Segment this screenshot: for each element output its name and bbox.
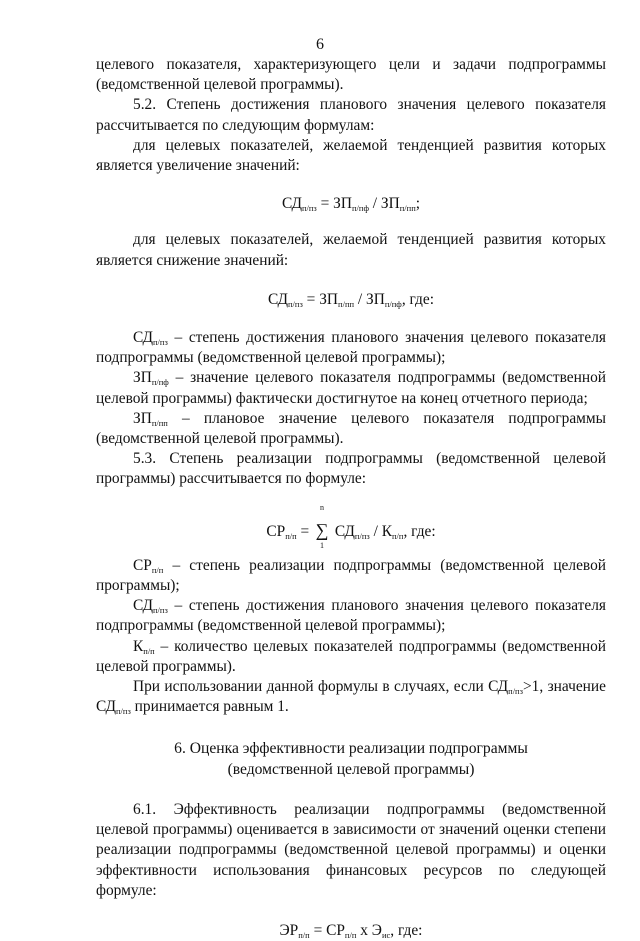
definition-sd-2 bbox=[96, 596, 606, 636]
paragraph-5-2: 5.2. Степень достижения планового значения целевого показателя рассчитывается по следующим формулам: bbox=[96, 96, 606, 134]
definition-subscript: п/пз bbox=[153, 337, 168, 348]
definition-term: К bbox=[133, 637, 144, 655]
paragraph-continuation: целевого показателя, характеризующего цели и задачи подпрограммы (ведомственной целевой программы). bbox=[96, 56, 606, 94]
section-heading-line-1: 6. Оценка эффективности реализации подпрограммы bbox=[174, 740, 528, 758]
definition-term: ЗП bbox=[133, 409, 152, 427]
definition-text: – степень достижения планового значения целевого показателя подпрограммы (ведомственной целевой программы); bbox=[96, 329, 606, 367]
formula-text: , где: bbox=[401, 290, 434, 308]
definition-text: – количество целевых показателей подпрограммы (ведомственной целевой программы). bbox=[96, 637, 606, 675]
paragraph-6-1: 6.1. Эффективность реализации подпрограммы (ведомственной целевой программы) оценивается в зависимости от значений оценки степени реализации подпрограммы (ведомственной целевой программы) и оценки эффективности использования финансовых ресурсов по следующей формуле: bbox=[96, 800, 606, 899]
paragraph-formula-usage bbox=[96, 677, 606, 717]
section-heading-line-2: (ведомственной целевой программы) bbox=[227, 760, 475, 778]
formula-increase bbox=[96, 194, 606, 214]
formula-subscript: п/п bbox=[344, 929, 357, 940]
sigma-symbol: ∑ bbox=[315, 519, 329, 540]
definition-subscript: п/пф bbox=[151, 377, 169, 388]
definition-zp-fact bbox=[96, 368, 606, 408]
formula-text: / ЗП bbox=[354, 290, 385, 308]
formula-lhs: ЭР bbox=[279, 921, 299, 939]
formula-lhs: СД bbox=[268, 290, 288, 308]
definition-term: ЗП bbox=[133, 369, 152, 387]
formula-text: = ЗП bbox=[302, 290, 339, 308]
formula-subscript: п/п bbox=[285, 530, 297, 541]
paragraph-text: При использовании данной формулы в случаях, если СД bbox=[133, 678, 509, 696]
formula-text: = bbox=[296, 522, 314, 540]
definition-k bbox=[96, 637, 606, 677]
paragraph-5-3: 5.3. Степень реализации подпрограммы (ведомственной целевой программы) рассчитывается по формуле: bbox=[96, 450, 606, 488]
paragraph-text: принимается равным 1. bbox=[130, 698, 289, 716]
paragraph-decrease-case: для целевых показателей, желаемой тенденцией развития которых является снижение значений: bbox=[96, 231, 606, 269]
definition-text: – плановое значение целевого показателя подпрограммы (ведомственной целевой программы). bbox=[96, 409, 606, 448]
formula-subscript: п/пп bbox=[338, 298, 355, 309]
sigma-lower-limit: 1 bbox=[320, 540, 325, 550]
definition-subscript: п/п bbox=[151, 564, 164, 575]
definition-text: – значение целевого показателя подпрограммы (ведомственной целевой программы) фактически достигнутое на конец отчетного периода; bbox=[96, 369, 606, 407]
page-number: 6 bbox=[316, 36, 324, 53]
formula-subscript: п/пз bbox=[288, 298, 303, 309]
formula-text: , где: bbox=[390, 921, 423, 939]
definition-subscript: п/п bbox=[143, 645, 155, 656]
paragraph-text: >1, значение СД bbox=[96, 678, 606, 716]
sigma-upper-limit: n bbox=[320, 502, 325, 512]
definition-term: СД bbox=[133, 329, 153, 347]
formula-text: х Э bbox=[356, 921, 382, 939]
formula-subscript: п/пп bbox=[399, 203, 416, 214]
formula-text: = СР bbox=[309, 921, 345, 939]
formula-subscript: п/п bbox=[298, 929, 310, 940]
document-body bbox=[96, 55, 606, 941]
formula-subscript: ис bbox=[381, 929, 391, 940]
formula-text: , где: bbox=[403, 522, 436, 540]
formula-text: / К bbox=[369, 522, 392, 540]
formula-subscript: п/п bbox=[391, 530, 404, 541]
sigma-summation bbox=[315, 502, 329, 550]
formula-text: ; bbox=[415, 195, 421, 213]
definition-zp-plan bbox=[96, 409, 606, 449]
formula-subscript: п/пф bbox=[351, 203, 369, 214]
formula-efficiency bbox=[96, 921, 606, 941]
paragraph-subscript: п/пз bbox=[508, 686, 523, 697]
definition-term: СР bbox=[133, 556, 152, 574]
definition-sd bbox=[96, 328, 606, 368]
definition-subscript: п/пп bbox=[151, 417, 168, 428]
definition-text: – степень достижения планового значения целевого показателя подпрограммы (ведомственной целевой программы); bbox=[96, 597, 606, 635]
paragraph-increase-case: для целевых показателей, желаемой тенденцией развития которых является увеличение значений: bbox=[96, 136, 606, 175]
formula-subscript: п/пз bbox=[354, 530, 370, 541]
definition-text: – степень реализации подпрограммы (ведомственной целевой программы); bbox=[96, 556, 606, 595]
formula-text: = ЗП bbox=[316, 195, 352, 213]
paragraph-subscript: п/пз bbox=[116, 706, 131, 717]
formula-text: СД bbox=[334, 522, 355, 540]
formula-lhs: СР bbox=[266, 522, 286, 540]
formula-subscript: п/пз bbox=[301, 203, 317, 214]
formula-decrease bbox=[96, 290, 606, 310]
definition-sr bbox=[96, 556, 606, 596]
formula-lhs: СД bbox=[281, 195, 302, 213]
formula-realization bbox=[96, 502, 606, 550]
definition-term: СД bbox=[133, 597, 153, 615]
definition-subscript: п/пз bbox=[153, 605, 168, 616]
formula-text: / ЗП bbox=[368, 195, 400, 213]
formula-subscript: п/пф bbox=[384, 298, 402, 309]
